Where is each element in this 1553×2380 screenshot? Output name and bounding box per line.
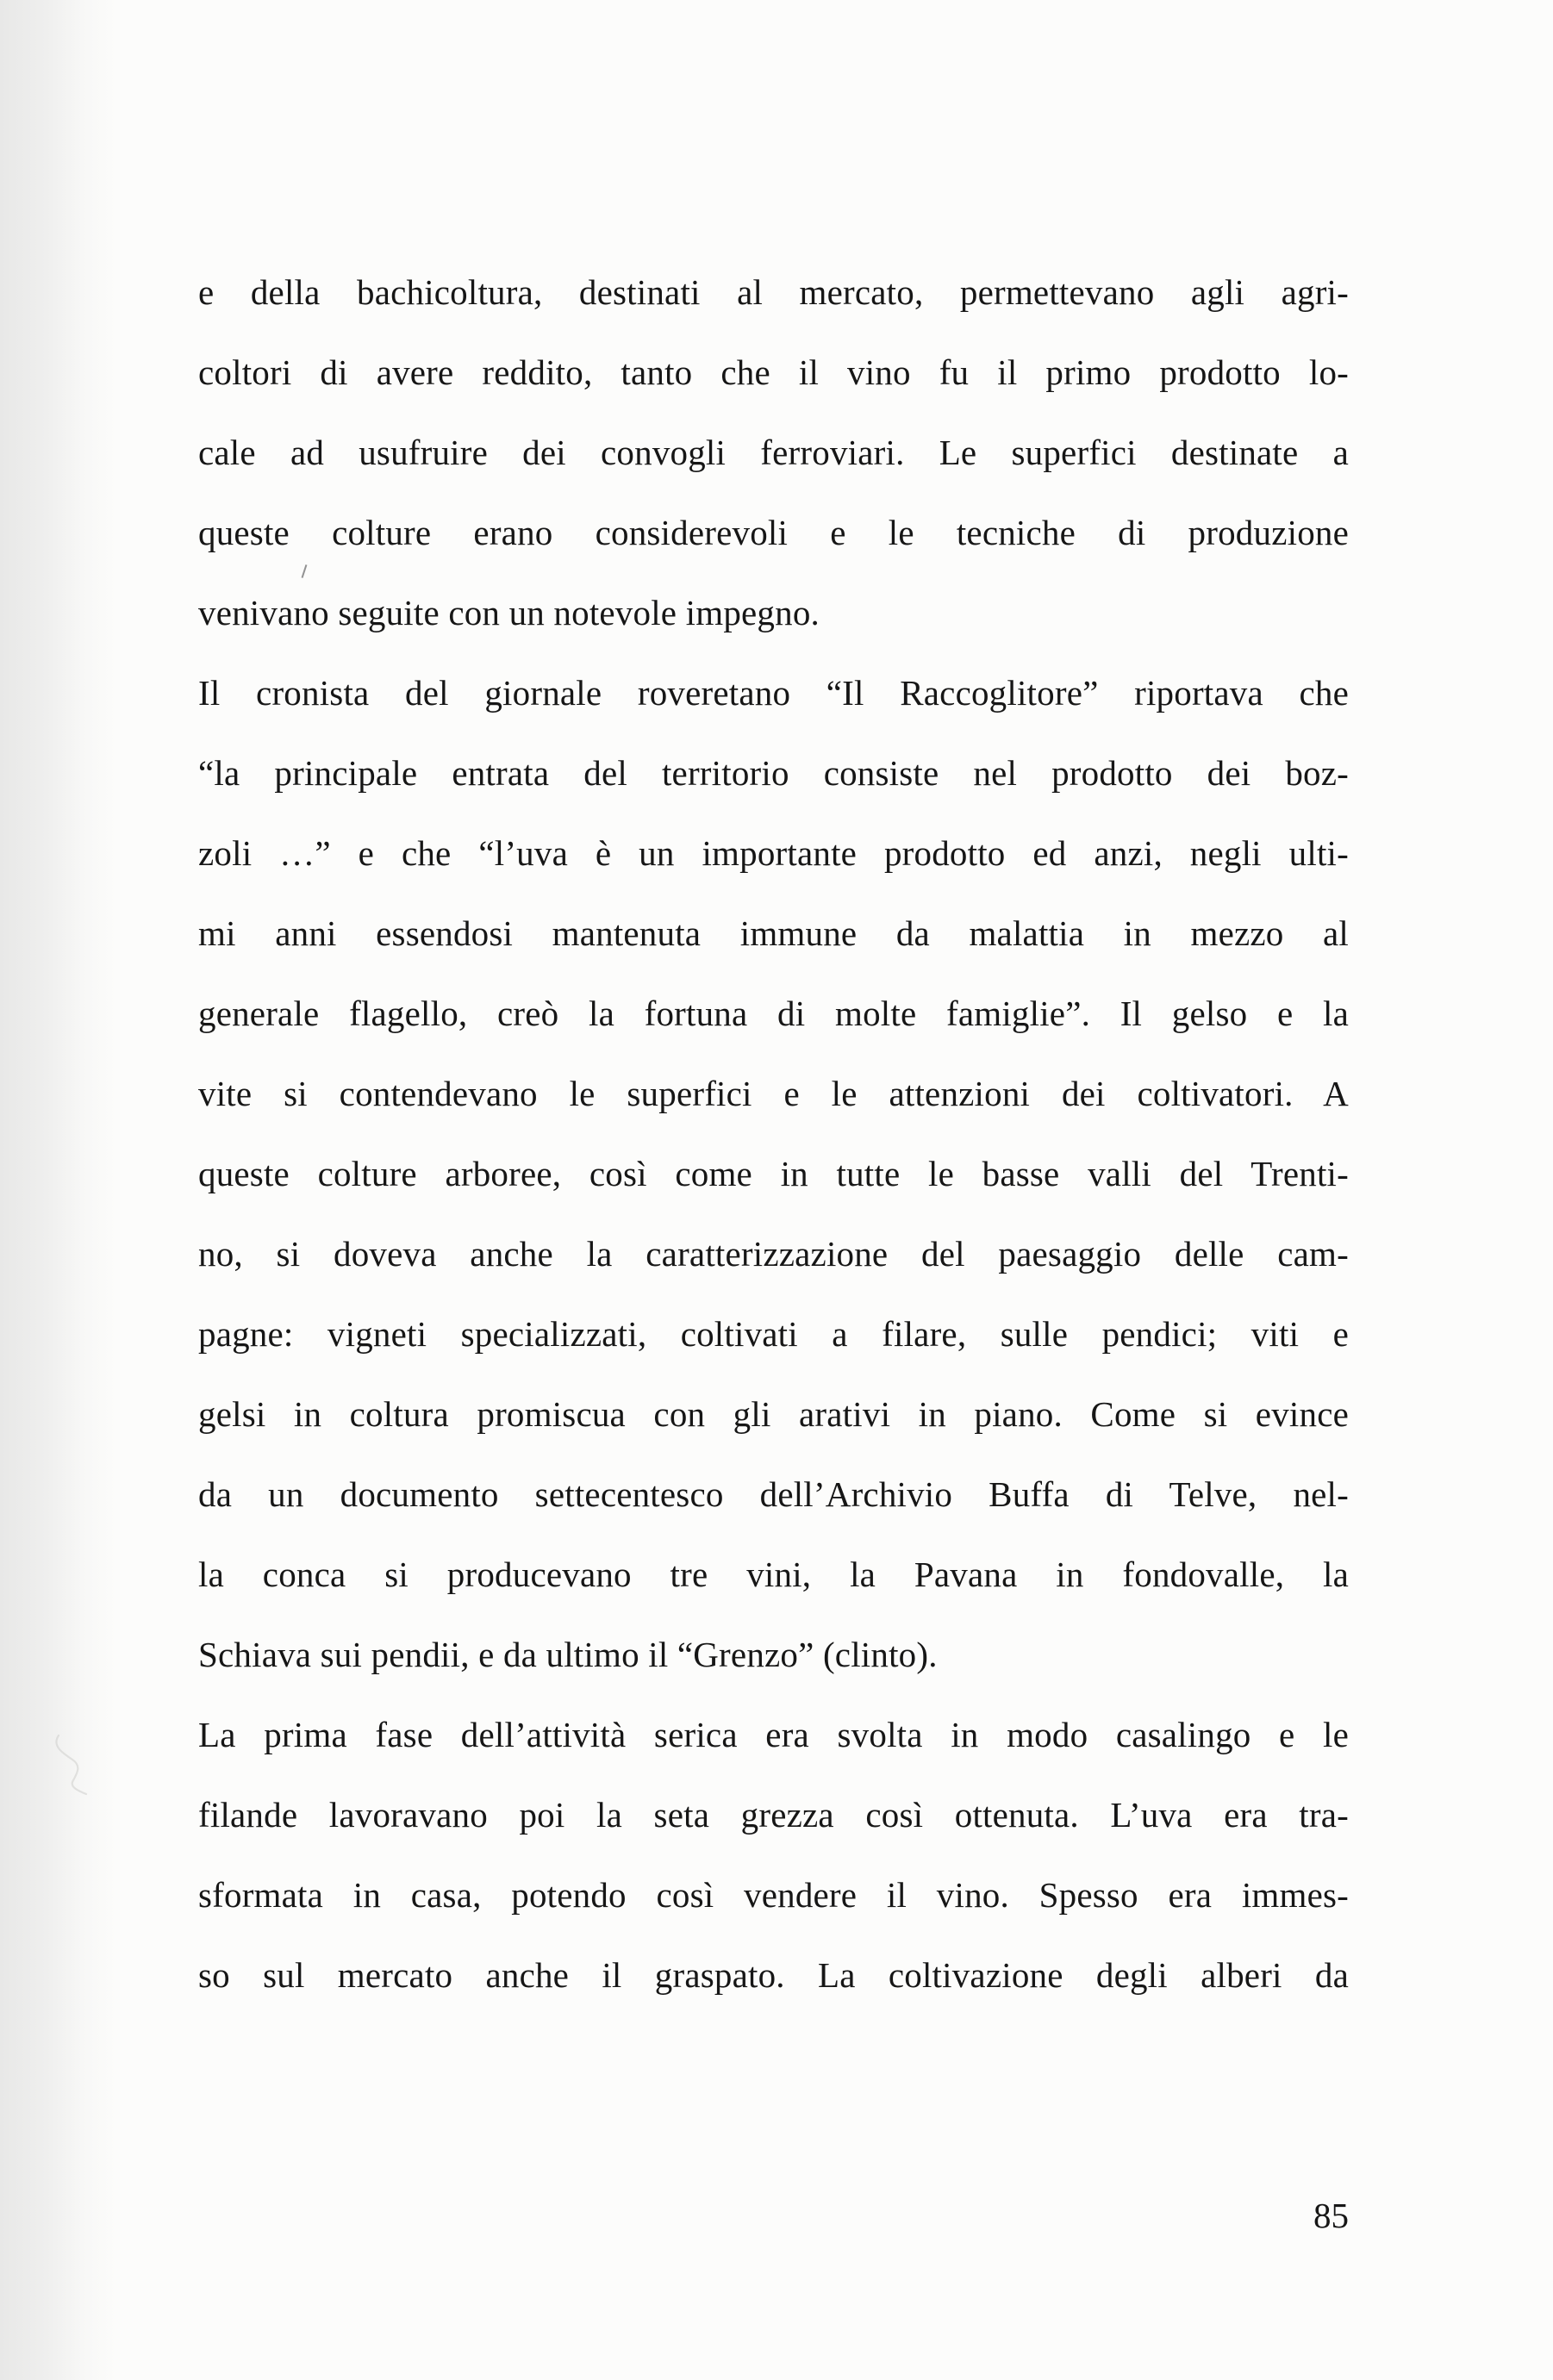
text-line: venivano seguite con un notevole impegno. bbox=[198, 593, 820, 632]
text-line: zoli …” e che “l’uva è un importante prodotto ed anzi, negli ulti- bbox=[198, 833, 1349, 873]
text-line: so sul mercato anche il graspato. La coltivazione degli alberi da bbox=[198, 1955, 1349, 1995]
scan-gutter-shadow bbox=[0, 0, 116, 2380]
scan-artifact-hair bbox=[50, 1734, 93, 1796]
text-line: da un documento settecentesco dell’Archivio Buffa di Telve, nel- bbox=[198, 1474, 1349, 1514]
text-line: coltori di avere reddito, tanto che il vino fu il primo prodotto lo- bbox=[198, 352, 1349, 392]
text-line: sformata in casa, potendo così vendere il vino. Spesso era immes- bbox=[198, 1875, 1349, 1915]
text-line: no, si doveva anche la caratterizzazione del paesaggio delle cam- bbox=[198, 1234, 1349, 1274]
text-line: mi anni essendosi mantenuta immune da malattia in mezzo al bbox=[198, 913, 1349, 953]
text-line: e della bachicoltura, destinati al mercato, permettevano agli agri- bbox=[198, 272, 1349, 312]
page-text bbox=[198, 252, 1349, 2016]
text-line: la conca si producevano tre vini, la Pavana in fondovalle, la bbox=[198, 1554, 1349, 1594]
text-line: La prima fase dell’attività serica era svolta in modo casalingo e le bbox=[198, 1715, 1349, 1754]
text-line: cale ad usufruire dei convogli ferroviari. Le superfici destinate a bbox=[198, 433, 1349, 472]
text-line: pagne: vigneti specializzati, coltivati a filare, sulle pendici; viti e bbox=[198, 1314, 1349, 1354]
text-line: queste colture erano considerevoli e le tecniche di produzione bbox=[198, 513, 1349, 552]
text-line: Schiava sui pendii, e da ultimo il “Grenzo” (clinto). bbox=[198, 1635, 938, 1674]
text-line: Il cronista del giornale roveretano “Il Raccoglitore” riportava che bbox=[198, 673, 1349, 713]
text-line: “la principale entrata del territorio consiste nel prodotto dei boz- bbox=[198, 753, 1349, 793]
text-line: queste colture arboree, così come in tutte le basse valli del Trenti- bbox=[198, 1154, 1349, 1193]
text-line: gelsi in coltura promiscua con gli arativi in piano. Come si evince bbox=[198, 1394, 1349, 1434]
text-line: filande lavoravano poi la seta grezza così ottenuta. L’uva era tra- bbox=[198, 1795, 1349, 1835]
page-number: 85 bbox=[1313, 2196, 1349, 2235]
text-line: generale flagello, creò la fortuna di molte famiglie”. Il gelso e la bbox=[198, 994, 1349, 1033]
text-line: vite si contendevano le superfici e le attenzioni dei coltivatori. A bbox=[198, 1074, 1349, 1113]
